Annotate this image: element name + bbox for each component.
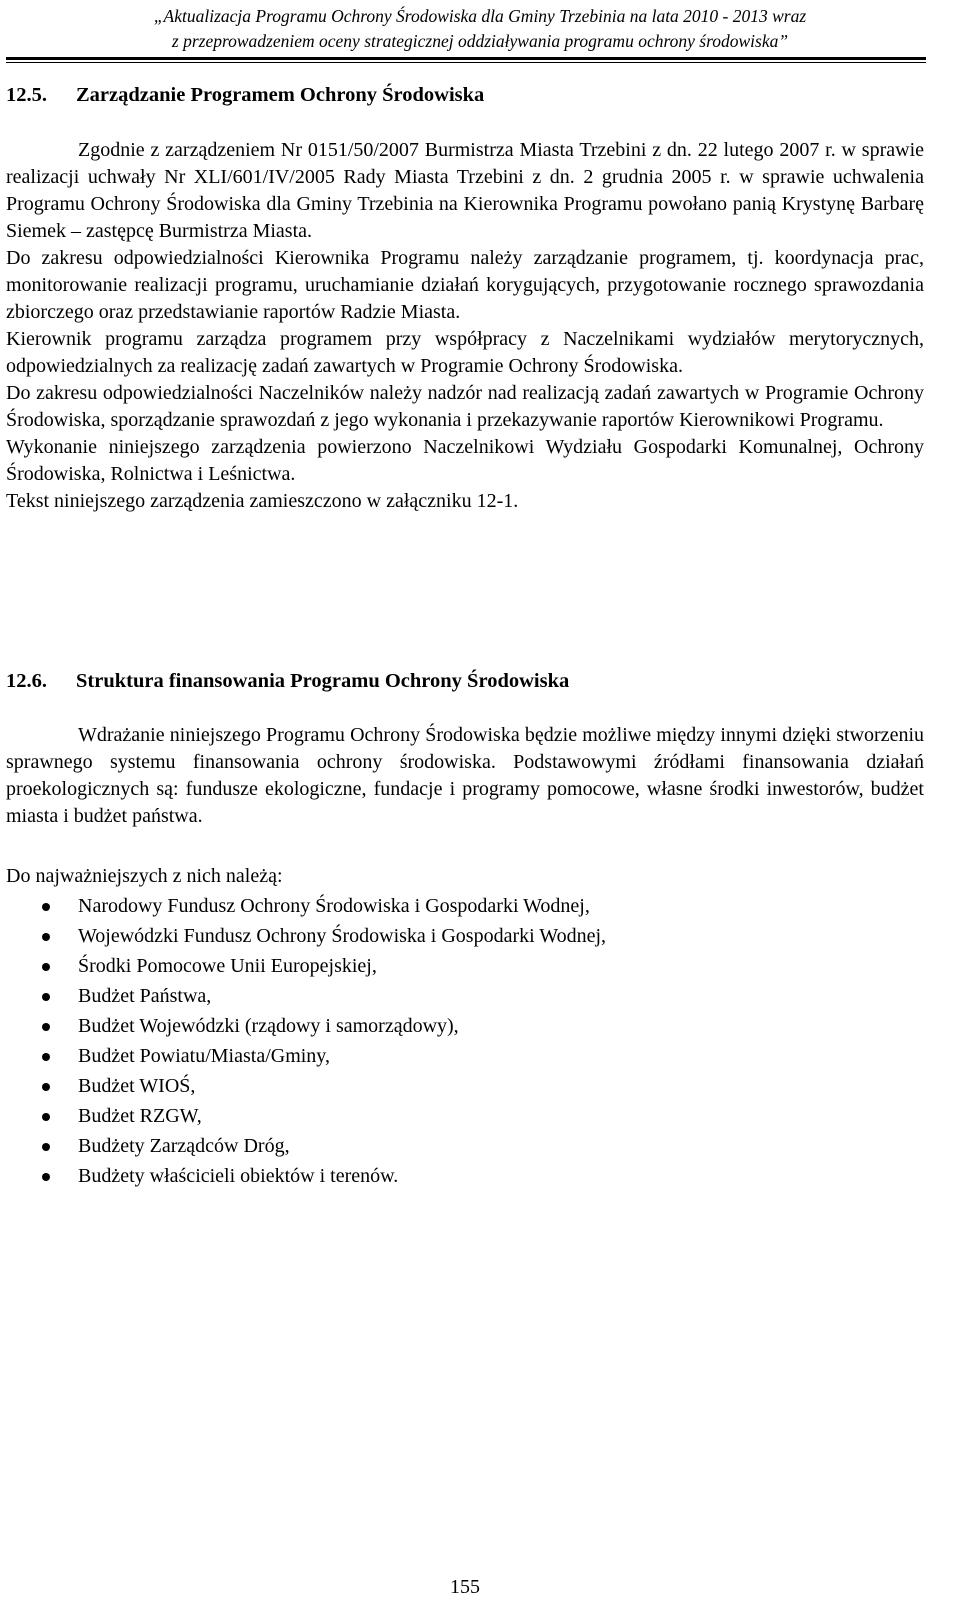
list-item [6,1131,606,1161]
header-line-2: z przeprowadzeniem oceny strategicznej oddziaływania programu ochrony środowiska” [171,31,789,51]
header-rule-thick [6,57,926,60]
bullet-icon [42,1023,50,1031]
list-item-text: Budżet Wojewódzki (rządowy i samorządowy), [78,1015,459,1037]
list-item [6,981,606,1011]
section-number: 12.6. [6,670,47,692]
list-item-text: Budżet Państwa, [78,985,212,1007]
bullet-icon [42,933,50,941]
list-item [6,1161,606,1191]
list-item-text: Budżet Powiatu/Miasta/Gminy, [78,1045,331,1067]
list-item-text: Środki Pomocowe Unii Europejskiej, [78,955,377,977]
section-heading-12-5 [6,82,484,108]
paragraph: Do zakresu odpowiedzialności Naczelników należy nadzór nad realizacją zadań zawartych w Programie Ochrony Środowiska, sporządzanie sprawozdań z jego wykonania i przekazywanie raportów Kierownikowi Programu. [6,382,924,431]
header-line-1: „Aktualizacja Programu Ochrony Środowiska dla Gminy Trzebinia na lata 2010 - 2013 wraz [153,6,807,26]
paragraph: Do zakresu odpowiedzialności Kierownika Programu należy zarządzanie programem, tj. koordynacja prac, monitorowanie realizacji programu, uruchamianie działań korygujących, przygotowanie rocznego sprawozdania zbiorczego oraz przedstawianie raportów Radzie Miasta. [6,247,924,323]
list-item-text: Budżety właścicieli obiektów i terenów. [78,1165,399,1187]
paragraph: Zgodnie z zarządzeniem Nr 0151/50/2007 Burmistrza Miasta Trzebini z dn. 22 lutego 2007 r. w sprawie realizacji uchwały Nr XLI/601/IV/2005 Rady Miasta Trzebini z dn. 2 grudnia 2005 r. w sprawie uchwalenia Programu Ochrony Środowiska dla Gminy Trzebinia na Kierownika Programu powołano panią Krystynę Barbarę Siemek – zastępcę Burmistrza Miasta. [6,139,924,242]
list-item-text: Wojewódzki Fundusz Ochrony Środowiska i Gospodarki Wodnej, [78,925,607,947]
list-intro: Do najważniejszych z nich należą: [6,865,283,887]
list-item [6,951,606,981]
bullet-icon [42,963,50,971]
bullet-icon [42,1083,50,1091]
paragraph: Kierownik programu zarządza programem przy współpracy z Naczelnikami wydziałów merytorycznych, odpowiedzialnych za realizację zadań zawartych w Programie Ochrony Środowiska. [6,328,924,377]
bullet-icon [42,1113,50,1121]
section-number: 12.5. [6,84,47,106]
section-heading-12-6 [6,668,569,694]
bullet-icon [42,1173,50,1181]
paragraph: Tekst niniejszego zarządzenia zamieszczono w załączniku 12-1. [6,490,519,512]
section-12-5-body [6,137,924,515]
list-item [6,1011,606,1041]
header-rule-thin [6,62,926,63]
paragraph: Wdrażanie niniejszego Programu Ochrony Środowiska będzie możliwe między innymi dzięki stworzeniu sprawnego systemu finansowania ochrony środowiska. Podstawowymi źródłami finansowania działań proekologicznych są: fundusze ekologiczne, fundacje i programy pomocowe, własne środki inwestorów, budżet miasta i budżet państwa. [6,724,924,827]
list-item [6,1071,606,1101]
list-item [6,891,606,921]
list-item-text: Budżety Zarządców Dróg, [78,1135,290,1157]
bullet-icon [42,903,50,911]
section-12-6-body [6,722,924,830]
page-number: 155 [450,1576,480,1598]
list-item [6,1101,606,1131]
running-header [0,4,960,54]
list-item-text: Budżet RZGW, [78,1105,202,1127]
list-item-text: Budżet WIOŚ, [78,1075,196,1097]
paragraph: Wykonanie niniejszego zarządzenia powierzono Naczelnikowi Wydziału Gospodarki Komunalnej, Ochrony Środowiska, Rolnictwa i Leśnictwa. [6,436,924,485]
section-title: Zarządzanie Programem Ochrony Środowiska [76,84,485,106]
list-item [6,921,606,951]
list-item [6,1041,606,1071]
section-title: Struktura finansowania Programu Ochrony Środowiska [76,670,570,692]
bullet-icon [42,1053,50,1061]
bullet-icon [42,1143,50,1151]
bullet-icon [42,993,50,1001]
list-item-text: Narodowy Fundusz Ochrony Środowiska i Gospodarki Wodnej, [78,895,590,917]
funding-sources-list [6,891,606,1191]
